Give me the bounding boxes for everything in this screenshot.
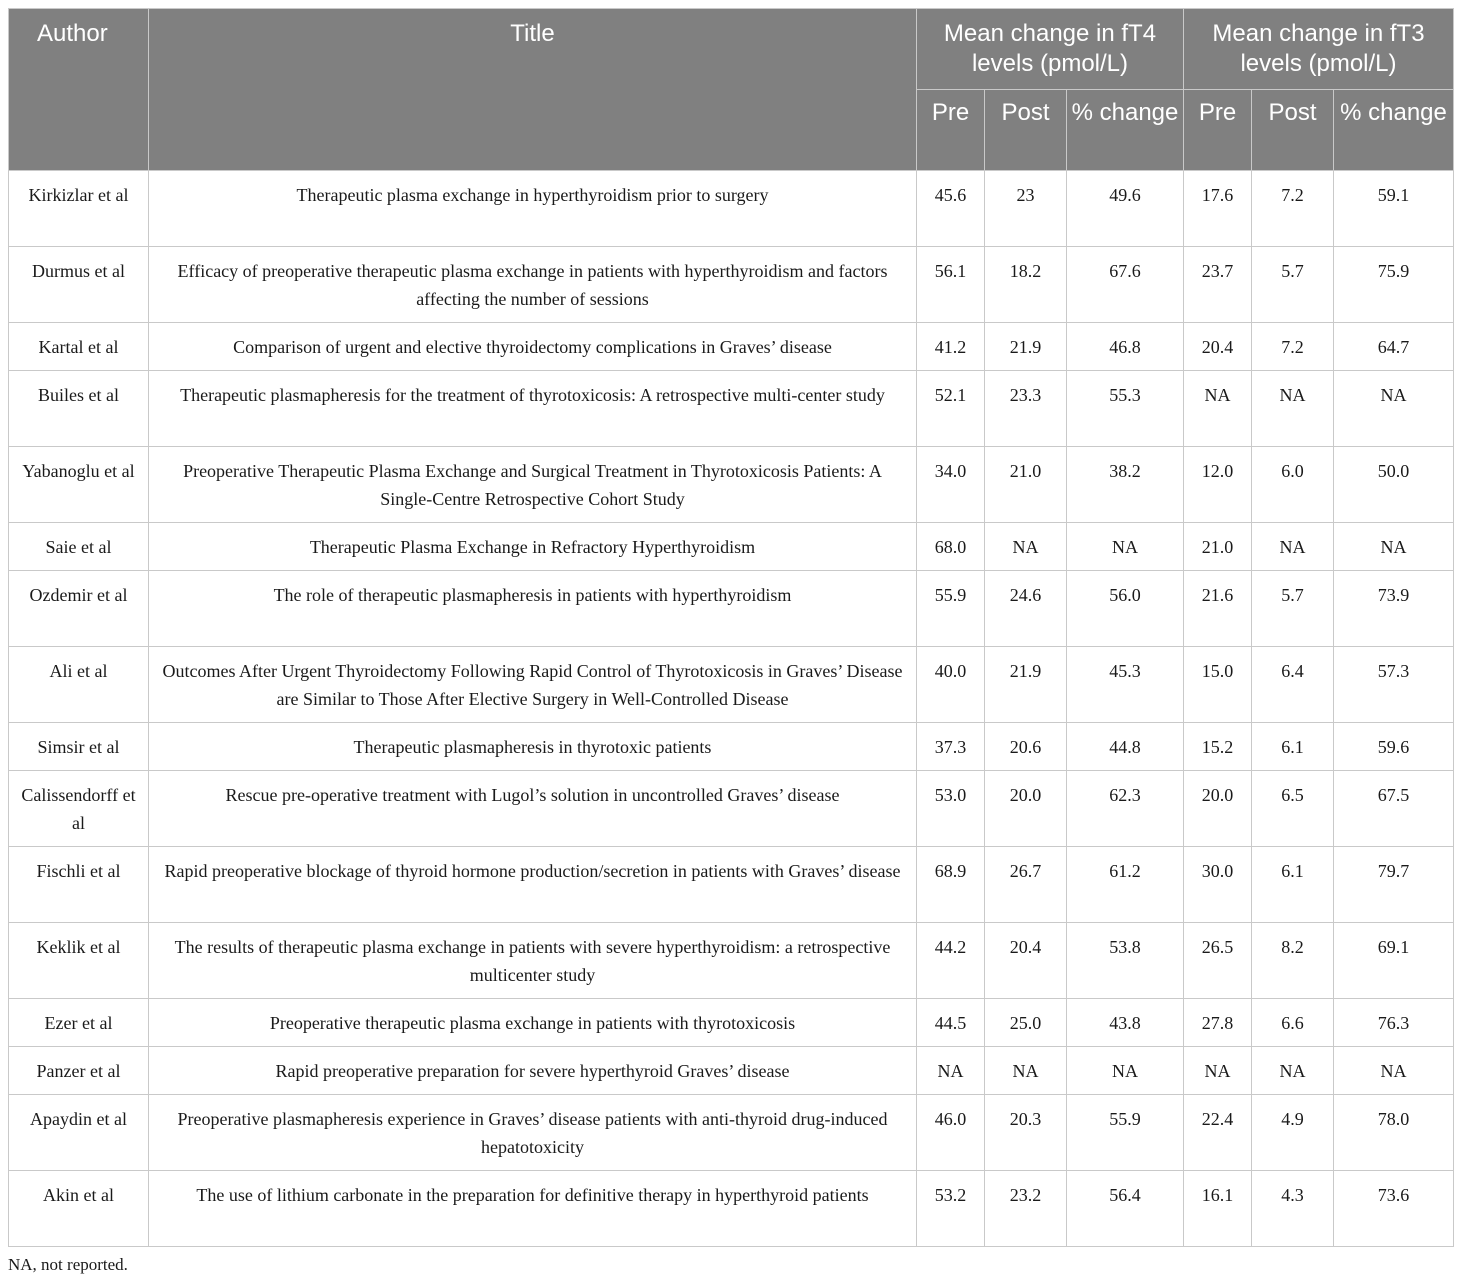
- cell-ft3-pct: NA: [1334, 1047, 1454, 1095]
- cell-author: Ali et al: [9, 647, 149, 723]
- cell-ft4-pre: 55.9: [917, 571, 985, 647]
- header-ft4-group: Mean change in fT4 levels (pmol/L): [917, 9, 1184, 90]
- table-row: [9, 647, 1454, 723]
- cell-ft4-pre: 68.9: [917, 847, 985, 923]
- cell-title: Rapid preoperative preparation for severe hyperthyroid Graves’ disease: [149, 1047, 917, 1095]
- cell-ft3-post: 7.2: [1252, 323, 1334, 371]
- cell-ft3-post: NA: [1252, 523, 1334, 571]
- cell-ft3-pct: 59.1: [1334, 171, 1454, 247]
- cell-author: Simsir et al: [9, 723, 149, 771]
- cell-ft3-pct: 59.6: [1334, 723, 1454, 771]
- cell-ft4-pct: 67.6: [1067, 247, 1184, 323]
- cell-ft3-pct: 57.3: [1334, 647, 1454, 723]
- cell-author: Durmus et al: [9, 247, 149, 323]
- table-row: [9, 1095, 1454, 1171]
- table-row: [9, 771, 1454, 847]
- cell-ft4-pre: 53.0: [917, 771, 985, 847]
- cell-title: Therapeutic plasmapheresis for the treatment of thyrotoxicosis: A retrospective multi-center study: [149, 371, 917, 447]
- cell-ft4-post: NA: [985, 523, 1067, 571]
- cell-ft3-pct: 75.9: [1334, 247, 1454, 323]
- table-row: [9, 171, 1454, 247]
- cell-ft4-pct: 56.4: [1067, 1171, 1184, 1247]
- cell-ft3-post: NA: [1252, 1047, 1334, 1095]
- cell-title: Preoperative therapeutic plasma exchange in patients with thyrotoxicosis: [149, 999, 917, 1047]
- cell-author: Ezer et al: [9, 999, 149, 1047]
- cell-title: Preoperative plasmapheresis experience in Graves’ disease patients with anti-thyroid drug-induced hepatotoxicity: [149, 1095, 917, 1171]
- cell-author: Kirkizlar et al: [9, 171, 149, 247]
- cell-ft3-post: 5.7: [1252, 247, 1334, 323]
- cell-author: Yabanoglu et al: [9, 447, 149, 523]
- header-ft3-post: Post: [1252, 90, 1334, 171]
- cell-ft4-pre: 46.0: [917, 1095, 985, 1171]
- cell-ft4-pct: NA: [1067, 523, 1184, 571]
- cell-ft4-post: 23: [985, 171, 1067, 247]
- table-row: [9, 247, 1454, 323]
- cell-author: Calissendorff et al: [9, 771, 149, 847]
- cell-ft4-post: NA: [985, 1047, 1067, 1095]
- studies-table: [8, 8, 1454, 1247]
- cell-ft3-post: 6.0: [1252, 447, 1334, 523]
- header-ft4-pct: % change: [1067, 90, 1184, 171]
- header-author: Author: [9, 9, 149, 171]
- cell-ft4-post: 24.6: [985, 571, 1067, 647]
- cell-ft4-post: 20.6: [985, 723, 1067, 771]
- cell-title: Therapeutic plasmapheresis in thyrotoxic patients: [149, 723, 917, 771]
- cell-ft4-pre: 68.0: [917, 523, 985, 571]
- cell-ft4-pct: 61.2: [1067, 847, 1184, 923]
- cell-ft4-pre: 45.6: [917, 171, 985, 247]
- cell-ft3-pre: 27.8: [1184, 999, 1252, 1047]
- cell-title: Outcomes After Urgent Thyroidectomy Following Rapid Control of Thyrotoxicosis in Graves’ Disease are Similar to Those After Elective Surgery in Well-Controlled Disease: [149, 647, 917, 723]
- cell-title: Rescue pre-operative treatment with Lugol’s solution in uncontrolled Graves’ disease: [149, 771, 917, 847]
- cell-ft4-post: 21.9: [985, 647, 1067, 723]
- header-title: Title: [149, 9, 917, 171]
- cell-ft4-pre: 56.1: [917, 247, 985, 323]
- cell-author: Akin et al: [9, 1171, 149, 1247]
- cell-author: Keklik et al: [9, 923, 149, 999]
- cell-title: The role of therapeutic plasmapheresis in patients with hyperthyroidism: [149, 571, 917, 647]
- cell-ft3-pre: 16.1: [1184, 1171, 1252, 1247]
- cell-ft3-pre: 22.4: [1184, 1095, 1252, 1171]
- cell-ft3-pre: 30.0: [1184, 847, 1252, 923]
- cell-ft3-post: 6.5: [1252, 771, 1334, 847]
- cell-ft4-pre: 41.2: [917, 323, 985, 371]
- table-row: [9, 371, 1454, 447]
- cell-ft4-pct: 49.6: [1067, 171, 1184, 247]
- cell-ft3-post: 4.9: [1252, 1095, 1334, 1171]
- cell-ft4-pre: 44.5: [917, 999, 985, 1047]
- cell-title: Therapeutic Plasma Exchange in Refractory Hyperthyroidism: [149, 523, 917, 571]
- cell-ft3-pct: 73.9: [1334, 571, 1454, 647]
- cell-ft4-pre: 53.2: [917, 1171, 985, 1247]
- table-row: [9, 323, 1454, 371]
- cell-ft4-pre: 52.1: [917, 371, 985, 447]
- cell-ft3-post: 8.2: [1252, 923, 1334, 999]
- cell-ft4-pre: 44.2: [917, 923, 985, 999]
- cell-ft4-pct: 43.8: [1067, 999, 1184, 1047]
- cell-author: Apaydin et al: [9, 1095, 149, 1171]
- header-ft4-post: Post: [985, 90, 1067, 171]
- cell-ft4-pre: 34.0: [917, 447, 985, 523]
- cell-ft4-pre: NA: [917, 1047, 985, 1095]
- cell-author: Kartal et al: [9, 323, 149, 371]
- cell-ft3-pre: NA: [1184, 1047, 1252, 1095]
- cell-title: The use of lithium carbonate in the preparation for definitive therapy in hyperthyroid patients: [149, 1171, 917, 1247]
- table-row: [9, 723, 1454, 771]
- cell-ft3-pct: 76.3: [1334, 999, 1454, 1047]
- cell-ft4-post: 21.0: [985, 447, 1067, 523]
- cell-ft3-pre: 21.6: [1184, 571, 1252, 647]
- table-row: [9, 923, 1454, 999]
- table-footnote: NA, not reported.: [8, 1255, 128, 1274]
- cell-ft3-pct: 79.7: [1334, 847, 1454, 923]
- cell-author: Builes et al: [9, 371, 149, 447]
- cell-ft4-post: 20.3: [985, 1095, 1067, 1171]
- header-ft3-pct: % change: [1334, 90, 1454, 171]
- cell-ft4-pre: 37.3: [917, 723, 985, 771]
- cell-author: Ozdemir et al: [9, 571, 149, 647]
- cell-ft4-post: 20.0: [985, 771, 1067, 847]
- cell-ft4-pct: 55.9: [1067, 1095, 1184, 1171]
- cell-ft4-post: 23.3: [985, 371, 1067, 447]
- header-ft4-pre: Pre: [917, 90, 985, 171]
- cell-author: Panzer et al: [9, 1047, 149, 1095]
- cell-title: Preoperative Therapeutic Plasma Exchange and Surgical Treatment in Thyrotoxicosis Patients: A Single-Centre Retrospective Cohort Study: [149, 447, 917, 523]
- table-row: [9, 999, 1454, 1047]
- cell-ft3-pct: 73.6: [1334, 1171, 1454, 1247]
- cell-ft3-post: 4.3: [1252, 1171, 1334, 1247]
- cell-ft4-pct: 46.8: [1067, 323, 1184, 371]
- cell-ft4-pct: 55.3: [1067, 371, 1184, 447]
- cell-ft3-pct: 50.0: [1334, 447, 1454, 523]
- cell-ft4-post: 21.9: [985, 323, 1067, 371]
- table-container: [8, 8, 1453, 1247]
- cell-ft3-pre: 12.0: [1184, 447, 1252, 523]
- cell-ft3-post: 6.6: [1252, 999, 1334, 1047]
- cell-ft3-post: 6.1: [1252, 847, 1334, 923]
- table-row: [9, 1171, 1454, 1247]
- cell-ft3-pre: 15.2: [1184, 723, 1252, 771]
- cell-ft4-post: 18.2: [985, 247, 1067, 323]
- cell-ft3-pre: 15.0: [1184, 647, 1252, 723]
- table-row: [9, 847, 1454, 923]
- cell-ft4-pct: NA: [1067, 1047, 1184, 1095]
- cell-ft3-pre: NA: [1184, 371, 1252, 447]
- cell-ft4-pct: 62.3: [1067, 771, 1184, 847]
- cell-ft3-pre: 21.0: [1184, 523, 1252, 571]
- table-header: [9, 9, 1454, 171]
- cell-ft3-pre: 20.4: [1184, 323, 1252, 371]
- cell-title: Rapid preoperative blockage of thyroid hormone production/secretion in patients with Graves’ disease: [149, 847, 917, 923]
- cell-ft3-pre: 23.7: [1184, 247, 1252, 323]
- cell-ft4-post: 23.2: [985, 1171, 1067, 1247]
- cell-author: Fischli et al: [9, 847, 149, 923]
- cell-title: Efficacy of preoperative therapeutic plasma exchange in patients with hyperthyroidism and factors affecting the number of sessions: [149, 247, 917, 323]
- cell-ft4-post: 20.4: [985, 923, 1067, 999]
- cell-ft3-post: 7.2: [1252, 171, 1334, 247]
- cell-title: Comparison of urgent and elective thyroidectomy complications in Graves’ disease: [149, 323, 917, 371]
- cell-ft3-pre: 17.6: [1184, 171, 1252, 247]
- cell-ft3-pct: 69.1: [1334, 923, 1454, 999]
- cell-ft3-pct: 78.0: [1334, 1095, 1454, 1171]
- cell-ft3-post: 5.7: [1252, 571, 1334, 647]
- cell-author: Saie et al: [9, 523, 149, 571]
- cell-ft3-pct: NA: [1334, 371, 1454, 447]
- cell-ft4-post: 26.7: [985, 847, 1067, 923]
- cell-ft4-pct: 44.8: [1067, 723, 1184, 771]
- table-row: [9, 447, 1454, 523]
- cell-ft3-post: 6.4: [1252, 647, 1334, 723]
- header-ft3-pre: Pre: [1184, 90, 1252, 171]
- table-row: [9, 571, 1454, 647]
- cell-ft4-pct: 38.2: [1067, 447, 1184, 523]
- cell-ft3-pct: NA: [1334, 523, 1454, 571]
- cell-ft3-pre: 20.0: [1184, 771, 1252, 847]
- cell-ft3-pct: 64.7: [1334, 323, 1454, 371]
- cell-title: Therapeutic plasma exchange in hyperthyroidism prior to surgery: [149, 171, 917, 247]
- cell-title: The results of therapeutic plasma exchange in patients with severe hyperthyroidism: a retrospective multicenter study: [149, 923, 917, 999]
- cell-ft3-pre: 26.5: [1184, 923, 1252, 999]
- cell-ft3-pct: 67.5: [1334, 771, 1454, 847]
- cell-ft4-pct: 45.3: [1067, 647, 1184, 723]
- cell-ft4-pre: 40.0: [917, 647, 985, 723]
- header-ft3-group: Mean change in fT3 levels (pmol/L): [1184, 9, 1454, 90]
- table-row: [9, 523, 1454, 571]
- cell-ft3-post: NA: [1252, 371, 1334, 447]
- table-body: [9, 171, 1454, 1247]
- cell-ft4-post: 25.0: [985, 999, 1067, 1047]
- table-row: [9, 1047, 1454, 1095]
- cell-ft3-post: 6.1: [1252, 723, 1334, 771]
- cell-ft4-pct: 53.8: [1067, 923, 1184, 999]
- cell-ft4-pct: 56.0: [1067, 571, 1184, 647]
